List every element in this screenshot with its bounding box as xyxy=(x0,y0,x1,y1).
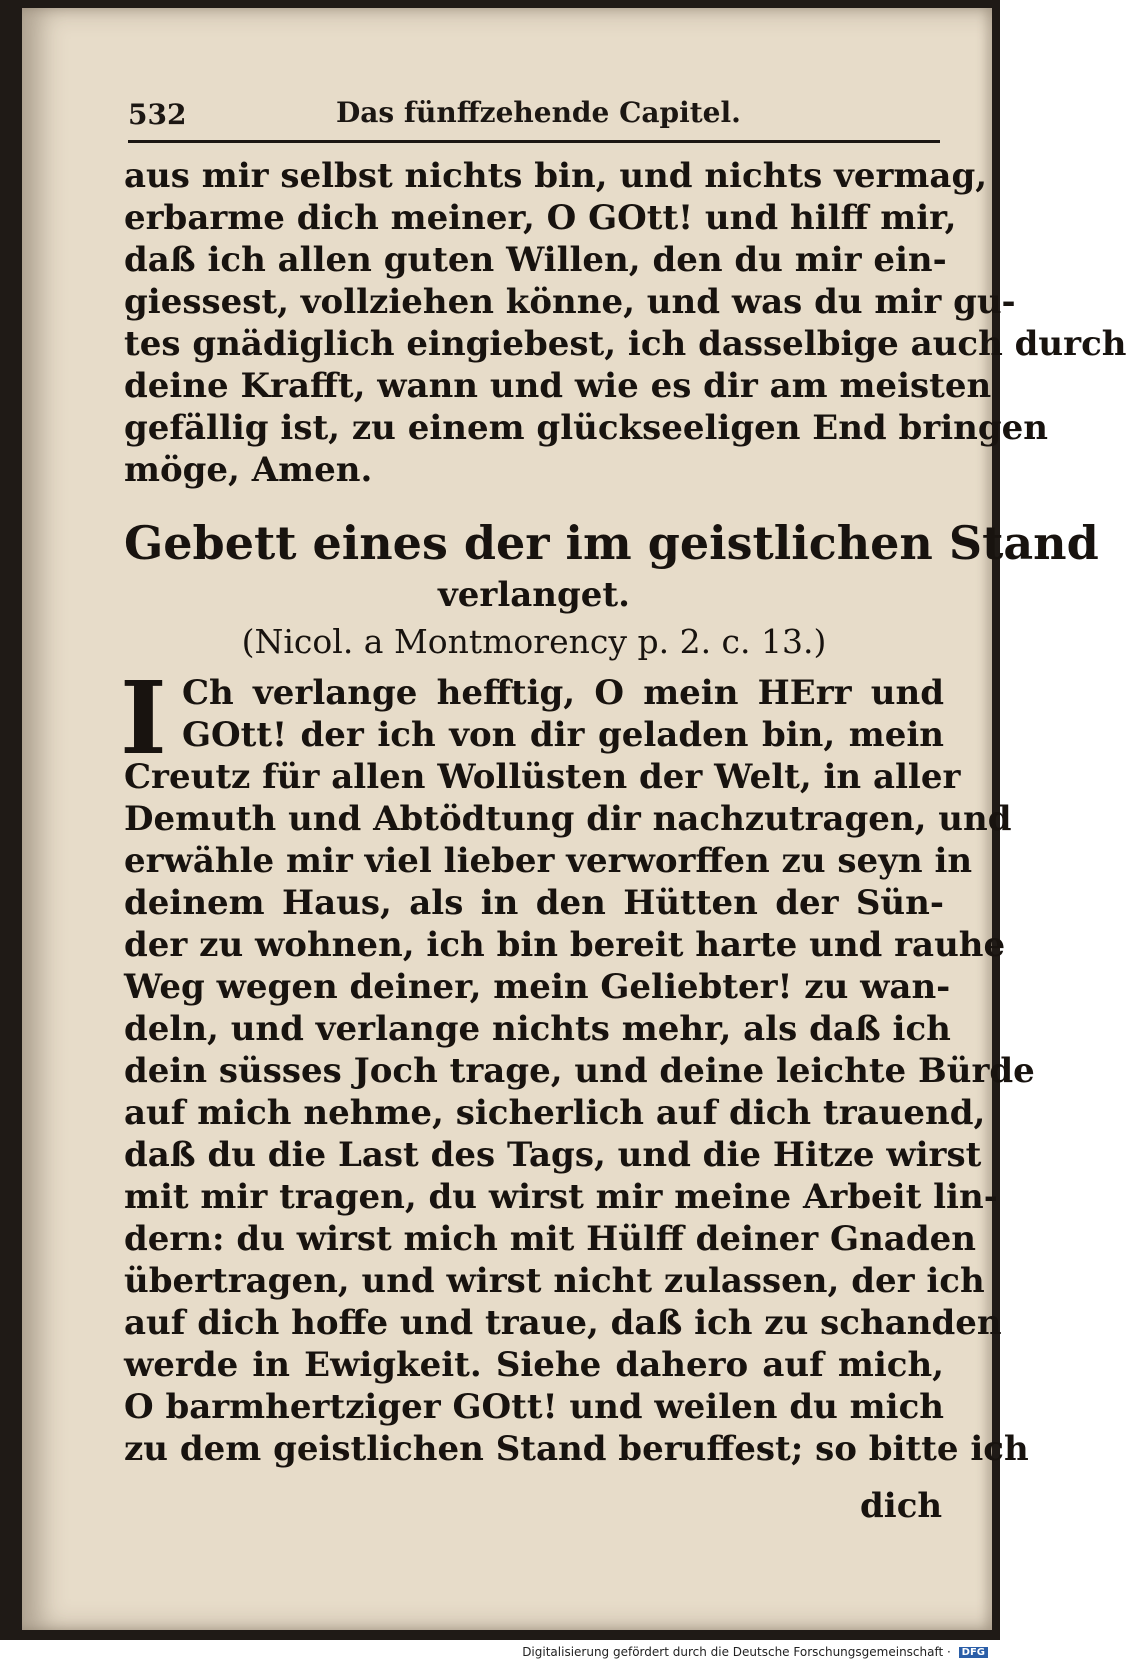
page-number: 532 xyxy=(128,98,187,131)
text-line: gefällig ist, zu einem glückseeligen End bringen xyxy=(124,408,1048,448)
text-line: tes gnädiglich eingiebest, ich dasselbige auch durch xyxy=(124,324,1127,364)
text-line: deinem Haus, als in den Hütten der Sün- xyxy=(124,883,944,923)
catchword: dich xyxy=(860,1486,943,1526)
credit-text: Digitalisierung gefördert durch die Deutsche Forschungsgemeinschaft · xyxy=(522,1645,951,1659)
section-heading xyxy=(124,515,1099,619)
text-line: deln, und verlange nichts mehr, als daß ich xyxy=(124,1009,951,1049)
text-line: auf mich nehme, sicherlich auf dich trauend, xyxy=(124,1093,986,1133)
drop-cap: I xyxy=(120,659,167,777)
text-line: Demuth und Abtödtung dir nachzutragen, und xyxy=(124,799,1012,839)
text-line: der zu wohnen, ich bin bereit harte und rauhe xyxy=(124,925,1006,965)
text-line: daß ich allen guten Willen, den du mir ein- xyxy=(124,240,947,280)
text-line: aus mir selbst nichts bin, und nichts vermag, xyxy=(124,156,988,196)
text-line: Ch verlange hefftig, O mein HErr und xyxy=(182,673,944,713)
text-line: Creutz für allen Wollüsten der Welt, in aller xyxy=(124,757,961,797)
source-citation: (Nicol. a Montmorency p. 2. c. 13.) xyxy=(241,622,827,661)
text-line: möge, Amen. xyxy=(124,450,373,490)
text-line: dein süsses Joch trage, und deine leichte Bürde xyxy=(124,1051,1035,1091)
running-title: Das fünffzehende Capitel. xyxy=(336,96,741,129)
text-line: daß du die Last des Tags, und die Hitze wirst xyxy=(124,1135,982,1175)
text-line: zu dem geistlichen Stand beruffest; so bitte ich xyxy=(124,1429,1029,1469)
text-line: dern: du wirst mich mit Hülff deiner Gnaden xyxy=(124,1219,976,1259)
text-line: giessest, vollziehen könne, und was du mir gu- xyxy=(124,282,1016,322)
text-line: Weg wegen deiner, mein Geliebter! zu wan- xyxy=(124,967,951,1007)
page-header xyxy=(128,96,940,143)
text-line: erbarme dich meiner, O GOtt! und hilff mir, xyxy=(124,198,957,238)
paragraph-prayer xyxy=(124,672,1035,1470)
text-line: deine Krafft, wann und wie es dir am meisten xyxy=(124,366,992,406)
text-line: werde in Ewigkeit. Siehe dahero auf mich, xyxy=(124,1345,944,1385)
paragraph-prayer-end xyxy=(124,155,1127,491)
text-line: auf dich hoffe und traue, daß ich zu schanden xyxy=(124,1303,1002,1343)
heading-title: Gebett eines der im geistlichen Stand xyxy=(124,516,1099,570)
text-line: O barmhertziger GOtt! und weilen du mich xyxy=(124,1387,944,1427)
dfg-logo: DFG xyxy=(959,1647,988,1658)
text-line: übertragen, und wirst nicht zulassen, der ich xyxy=(124,1261,985,1301)
text-line: mit mir tragen, du wirst mir meine Arbeit lin- xyxy=(124,1177,998,1217)
text-line: erwähle mir viel lieber verworffen zu seyn in xyxy=(124,841,973,881)
heading-subtitle: verlanget. xyxy=(438,575,630,615)
text-line: GOtt! der ich von dir geladen bin, mein xyxy=(182,715,944,755)
digitization-credit xyxy=(522,1645,988,1659)
